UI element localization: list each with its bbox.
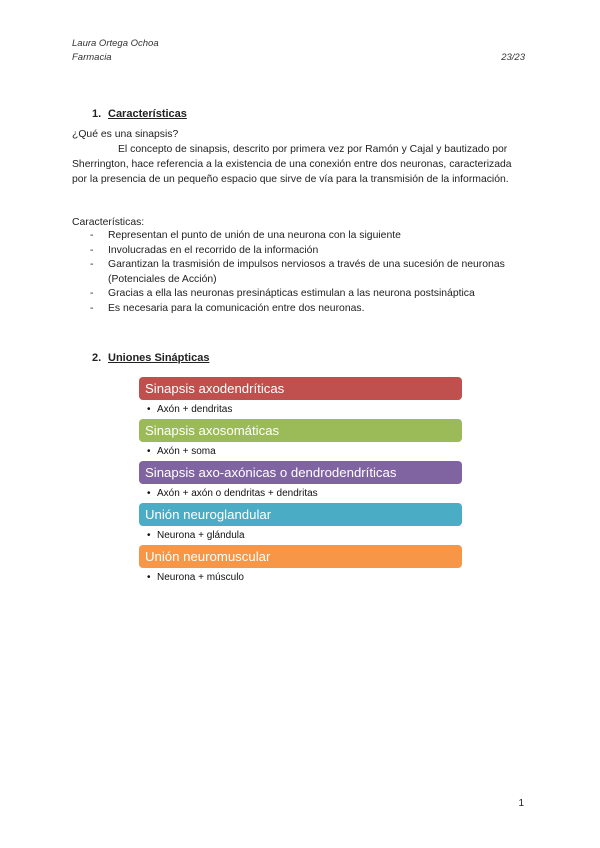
diagram-bar-axosomatic: Sinapsis axosomáticas xyxy=(139,419,462,442)
section-1-heading xyxy=(92,108,187,120)
page-number: 1 xyxy=(518,798,524,809)
header-author: Laura Ortega Ochoa xyxy=(72,38,159,49)
diagram-detail-text: Neurona + glándula xyxy=(157,530,245,541)
bullet-icon: • xyxy=(147,404,151,415)
question: ¿Qué es una sinapsis? xyxy=(72,129,179,140)
diagram-bar-axoaxonic: Sinapsis axo-axónicas o dendrodendríticas xyxy=(139,461,462,484)
synapse-types-diagram xyxy=(139,377,462,587)
diagram-detail-text: Axón + dendritas xyxy=(157,404,233,415)
diagram-bar-neuroglandular: Unión neuroglandular xyxy=(139,503,462,526)
characteristics-list xyxy=(90,229,510,316)
diagram-bar-neuromuscular: Unión neuromuscular xyxy=(139,545,462,568)
list-item: - Es necesaria para la comunicación entre dos neuronas. xyxy=(90,302,510,317)
section-1-number: 1. xyxy=(92,108,102,120)
definition-paragraph: El concepto de sinapsis, descrito por primera vez por Ramón y Cajal y bautizado por Sherrington, hace referencia a la existencia de una conexión entre dos neuronas, caracterizada por la presencia de un pequeño espacio que sirve de vía para la transmisión de la información. xyxy=(72,144,512,186)
list-item: - Garantizan la trasmisión de impulsos nerviosos a través de una sucesión de neuronas (Potenciales de Acción) xyxy=(90,258,510,287)
list-heading: Características: xyxy=(72,217,145,228)
section-1-title: Características xyxy=(108,108,187,120)
bullet-icon: • xyxy=(147,530,151,541)
diagram-detail-text: Neurona + músculo xyxy=(157,572,244,583)
bullet-icon: • xyxy=(147,446,151,457)
section-2-title: Uniones Sinápticas xyxy=(108,352,210,364)
diagram-detail-text: Axón + axón o dendritas + dendritas xyxy=(157,488,318,499)
list-item: - Involucradas en el recorrido de la información xyxy=(90,244,510,259)
section-2-heading xyxy=(92,352,209,364)
bullet-icon: • xyxy=(147,572,151,583)
header-subject: Farmacia xyxy=(72,52,112,63)
diagram-detail-axoaxonic xyxy=(139,484,462,503)
diagram-detail-neuroglandular xyxy=(139,526,462,545)
diagram-detail-axodendritic xyxy=(139,400,462,419)
diagram-bar-axodendritic: Sinapsis axodendríticas xyxy=(139,377,462,400)
header-date: 23/23 xyxy=(501,52,525,63)
diagram-detail-text: Axón + soma xyxy=(157,446,216,457)
list-item: - Representan el punto de unión de una neurona con la siguiente xyxy=(90,229,510,244)
list-item: - Gracias a ella las neuronas presinápticas estimulan a las neurona postsináptica xyxy=(90,287,510,302)
diagram-detail-axosomatic xyxy=(139,442,462,461)
diagram-detail-neuromuscular xyxy=(139,568,462,587)
section-2-number: 2. xyxy=(92,352,102,364)
bullet-icon: • xyxy=(147,488,151,499)
